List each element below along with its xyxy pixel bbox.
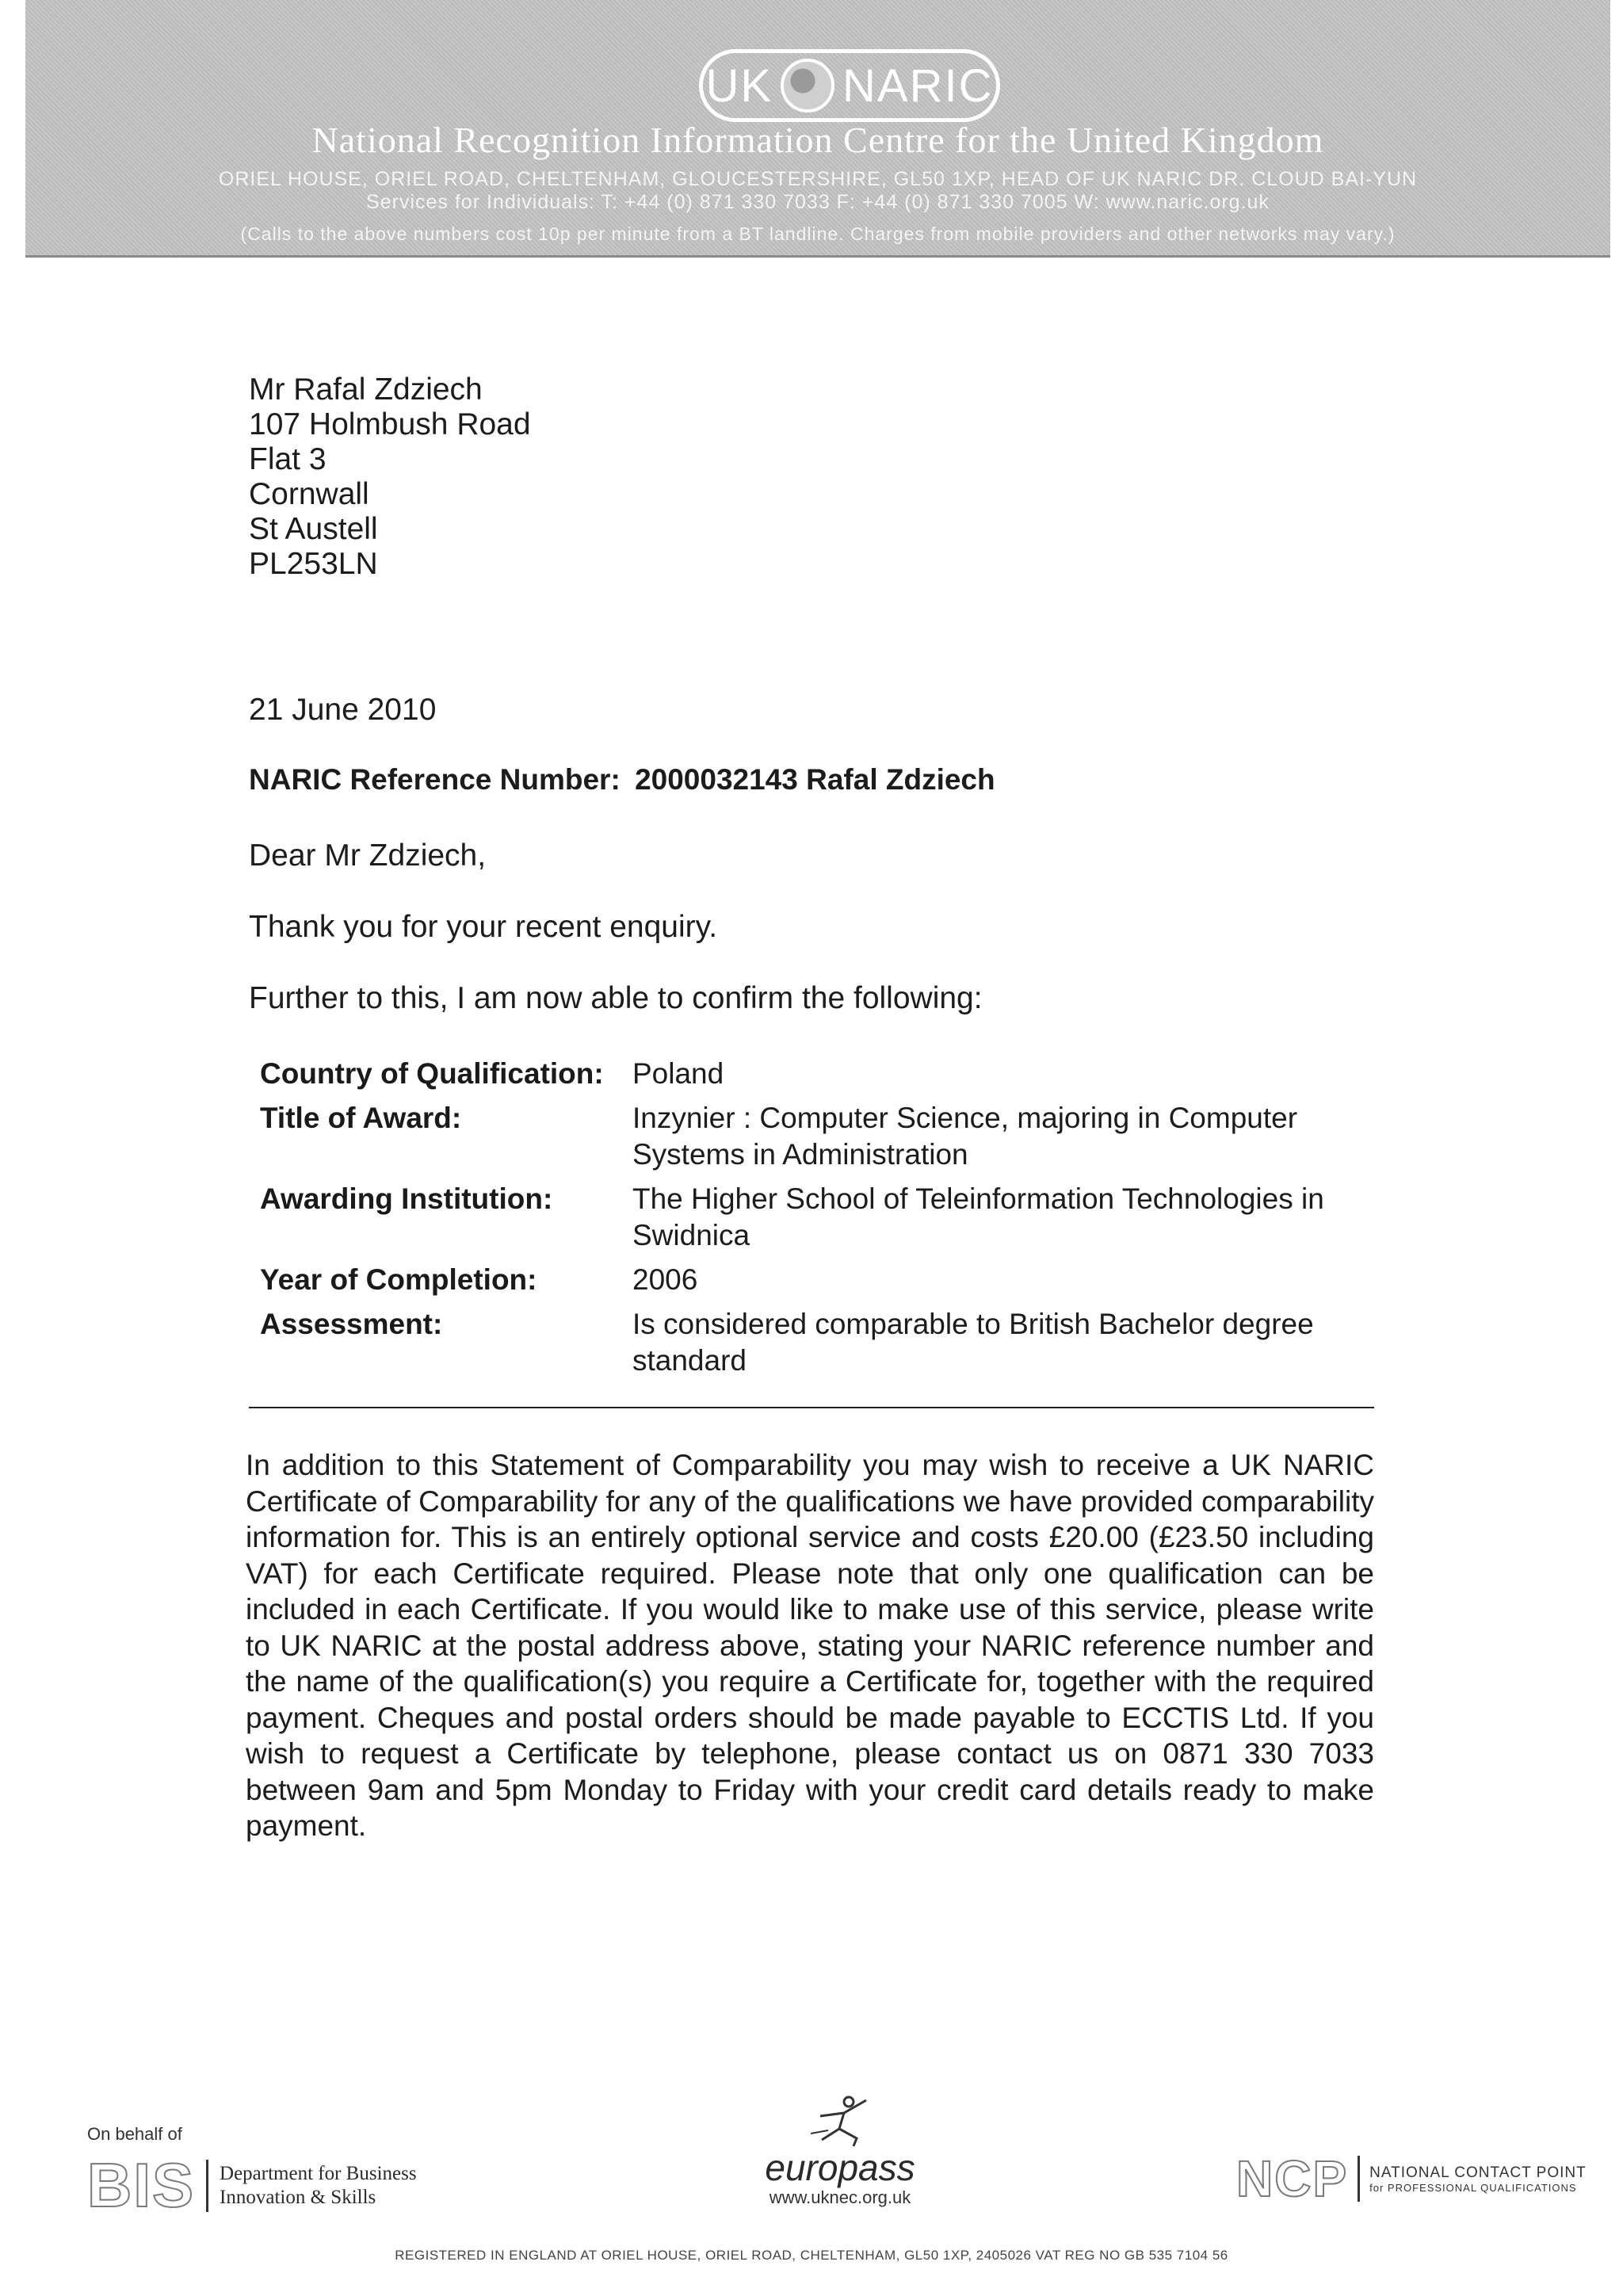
- address-line: 107 Holmbush Road: [249, 407, 531, 441]
- bis-line: Innovation & Skills: [220, 2186, 376, 2208]
- detail-label: Awarding Institution:: [260, 1182, 553, 1215]
- address-line: St Austell: [249, 512, 378, 546]
- logo-naric-text: NARIC: [842, 59, 994, 112]
- registration-line: REGISTERED IN ENGLAND AT ORIEL HOUSE, ORIEL ROAD, CHELTENHAM, GL50 1XP, 2405026 VAT REG NO GB 535 7104 56: [395, 2248, 1228, 2263]
- letter-date: 21 June 2010: [249, 693, 437, 727]
- detail-row: [260, 1181, 1369, 1254]
- detail-label: Assessment:: [260, 1308, 443, 1340]
- uk-naric-logo: [699, 49, 1000, 122]
- globe-icon: [781, 59, 834, 113]
- services-contact-line: Services for Individuals: T: +44 (0) 871 330 7033 F: +44 (0) 871 330 7005 W: www.naric.org.uk: [366, 191, 1270, 213]
- europass-logo: [713, 2092, 967, 2208]
- recipient-address: [249, 372, 531, 582]
- europass-url: www.uknec.org.uk: [769, 2187, 911, 2207]
- on-behalf-label: On behalf of: [87, 2124, 182, 2144]
- address-line: Mr Rafal Zdziech: [249, 372, 483, 407]
- reference-number: [249, 762, 1002, 797]
- logo-uk-text: UK: [705, 59, 773, 112]
- detail-row: [260, 1100, 1369, 1173]
- detail-row: [260, 1262, 1369, 1298]
- detail-label: Year of Completion:: [260, 1263, 537, 1296]
- section-divider: [249, 1407, 1374, 1408]
- greeting: Dear Mr Zdziech,: [249, 839, 487, 873]
- ncp-line: NATIONAL CONTACT POINT: [1369, 2164, 1587, 2181]
- detail-value: Inzynier : Computer Science, majoring in Computer Systems in Administration: [632, 1102, 1298, 1171]
- logo-separator: [1358, 2156, 1360, 2202]
- call-charges-note: (Calls to the above numbers cost 10p per minute from a BT landline. Charges from mobile providers and other networks may vary.): [240, 223, 1396, 244]
- intro-line: Further to this, I am now able to confirm the following:: [249, 981, 983, 1015]
- qualification-details: [260, 1056, 1369, 1387]
- ncp-logo: [1236, 2149, 1587, 2208]
- detail-value: Is considered comparable to British Bachelor degree standard: [632, 1308, 1314, 1377]
- bis-department: [220, 2162, 417, 2210]
- ncp-line: for PROFESSIONAL QUALIFICATIONS: [1369, 2181, 1577, 2194]
- europass-brand: europass: [765, 2147, 915, 2188]
- detail-value: Poland: [632, 1057, 724, 1090]
- organisation-address: ORIEL HOUSE, ORIEL ROAD, CHELTENHAM, GLOUCESTERSHIRE, GL50 1XP, HEAD OF UK NARIC DR. CLOUD BAI-YUN: [218, 168, 1418, 190]
- thanks-line: Thank you for your recent enquiry.: [249, 910, 718, 944]
- certificate-paragraph: In addition to this Statement of Comparability you may wish to receive a UK NARIC Certificate of Comparability for any of the qualifications we have provided comparability information for. This is an entirely optional service and costs £20.00 (£23.50 including VAT) for each Certificate required. Please note that only one qualification can be included in each Certificate. If you would like to make use of this service, please write to UK NARIC at the postal address above, stating your NARIC reference number and the name of the qualification(s) you require a Certificate for, together with the required payment. Cheques and postal orders should be made payable to ECCTIS Ltd. If you wish to request a Certificate by telephone, please contact us on 0871 330 7033 between 9am and 5pm Monday to Friday with your credit card details ready to make payment.: [246, 1449, 1374, 1842]
- detail-row: [260, 1306, 1369, 1379]
- ncp-text: [1369, 2164, 1587, 2194]
- address-line: PL253LN: [249, 547, 378, 581]
- detail-value: 2006: [632, 1263, 698, 1296]
- detail-label: Title of Award:: [260, 1102, 462, 1134]
- detail-row: [260, 1056, 1369, 1092]
- address-line: Flat 3: [249, 442, 327, 476]
- ncp-mark: NCP: [1236, 2150, 1349, 2207]
- address-line: Cornwall: [249, 477, 369, 511]
- letterhead-banner: [25, 0, 1610, 258]
- detail-label: Country of Qualification:: [260, 1057, 604, 1090]
- europass-figure-icon: [804, 2092, 876, 2148]
- reference-value: 2000032143 Rafal Zdziech: [635, 763, 995, 796]
- bis-logo: [87, 2149, 417, 2222]
- detail-value: The Higher School of Teleinformation Technologies in Swidnica: [632, 1182, 1324, 1251]
- logo-separator: [206, 2160, 208, 2212]
- organisation-title: National Recognition Information Centre for the United Kingdom: [311, 120, 1324, 160]
- bis-line: Department for Business: [220, 2162, 417, 2184]
- bis-mark: BIS: [87, 2150, 196, 2220]
- reference-label: NARIC Reference Number:: [249, 763, 621, 796]
